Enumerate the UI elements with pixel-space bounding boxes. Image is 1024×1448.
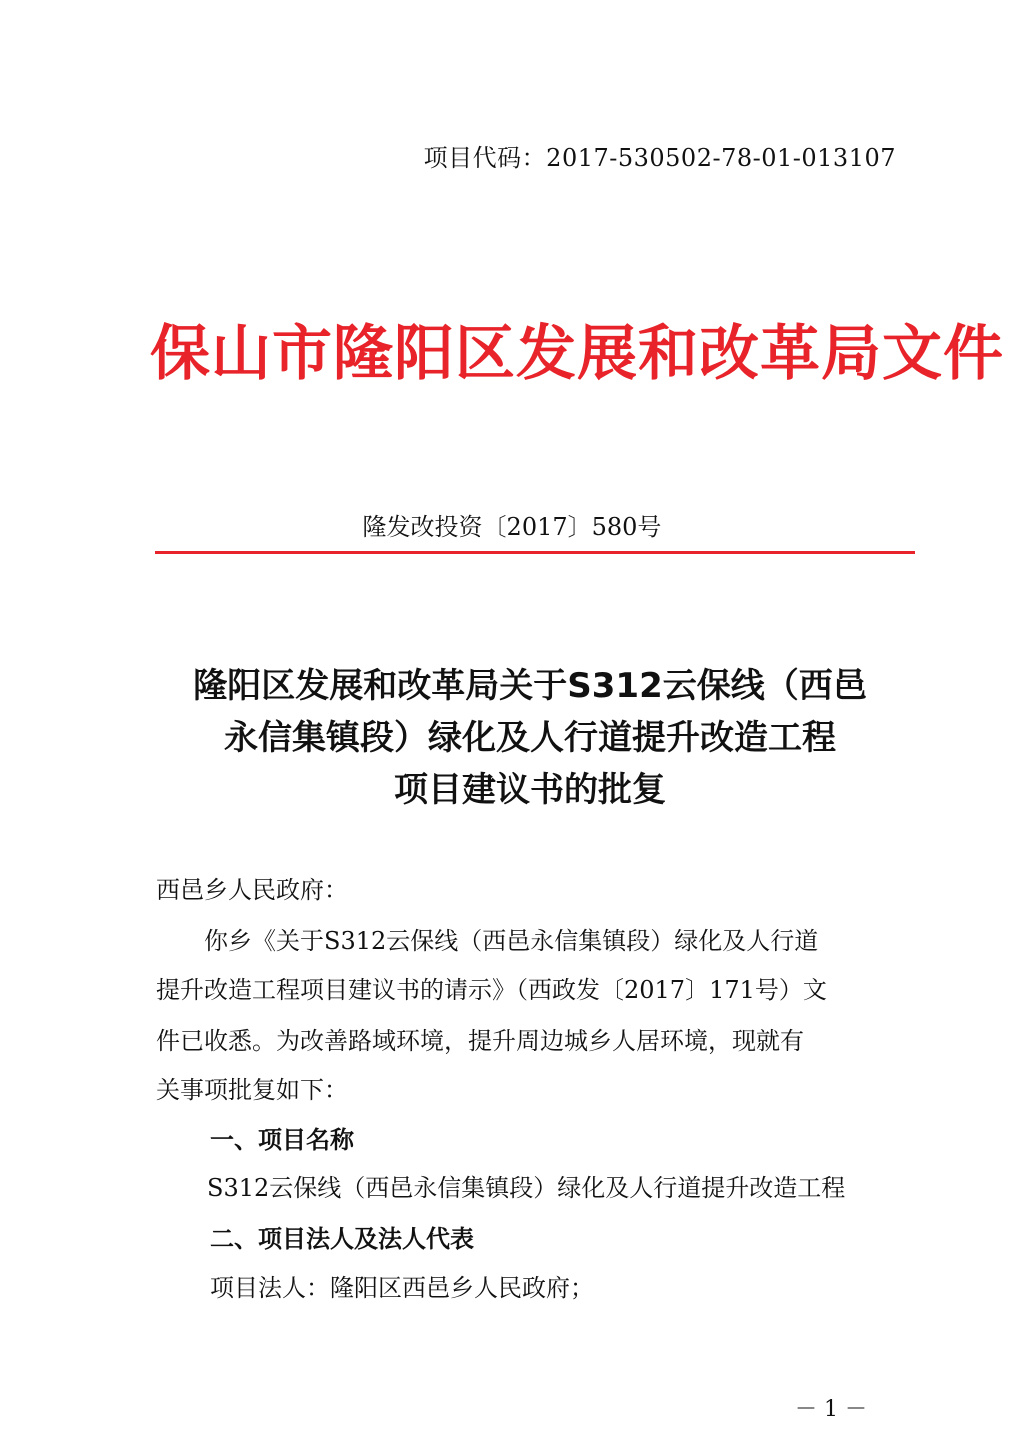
section-heading: 一、项目名称 <box>210 1126 354 1154</box>
project-code: 项目代码：2017-530502-78-01-013107 <box>423 144 896 172</box>
paragraph-line: 件已收悉。为改善路域环境，提升周边城乡人居环境，现就有 <box>156 1027 804 1055</box>
red-divider-line <box>155 551 915 554</box>
page-number: － 1 － <box>795 1397 867 1422</box>
paragraph-line: 你乡《关于S312云保线（西邑永信集镇段）绿化及人行道 <box>156 927 819 955</box>
recipient-line: 西邑乡人民政府： <box>156 876 348 904</box>
document-title-line: 永信集镇段）绿化及人行道提升改造工程 <box>224 718 836 758</box>
document-title-line: 项目建议书的批复 <box>394 770 666 810</box>
issuing-authority-title: 保山市隆阳区发展和改革局文件 <box>150 319 1004 389</box>
document-title <box>130 660 930 816</box>
section-heading: 二、项目法人及法人代表 <box>210 1225 474 1253</box>
document-number: 隆发改投资〔2017〕580号 <box>362 513 662 541</box>
paragraph-line: 关事项批复如下： <box>156 1076 348 1104</box>
paragraph-line: 提升改造工程项目建议书的请示》（西政发〔2017〕171号）文 <box>156 976 827 1004</box>
section-text: S312云保线（西邑永信集镇段）绿化及人行道提升改造工程 <box>207 1174 846 1202</box>
section-text: 项目法人：隆阳区西邑乡人民政府； <box>210 1274 594 1302</box>
document-title-line: 隆阳区发展和改革局关于S312云保线（西邑 <box>193 666 867 706</box>
